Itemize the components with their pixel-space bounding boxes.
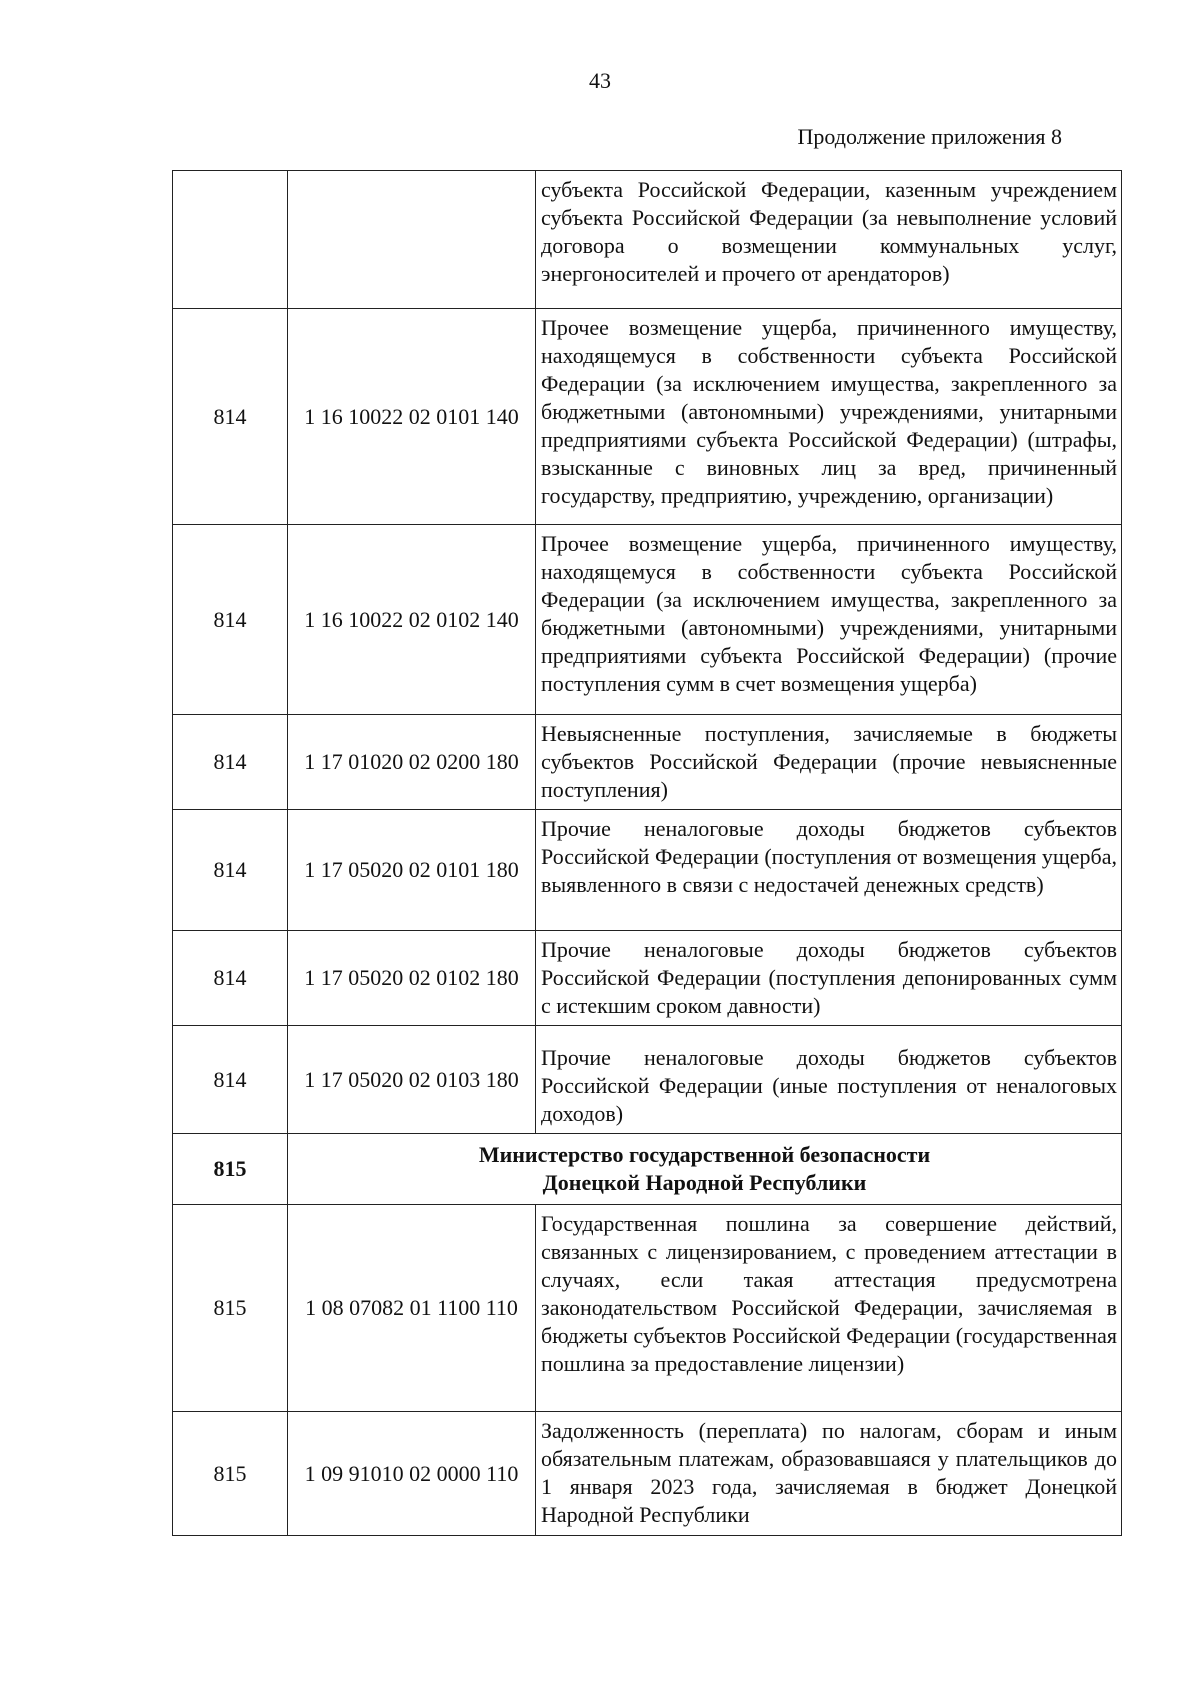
budget-code-cell — [288, 171, 536, 309]
dept-code-cell: 814 — [173, 931, 288, 1026]
description-cell: Прочее возмещение ущерба, причиненного имуществу, находящемуся в собственности субъекта Российской Федерации (за исключением имущества, закрепленного за бюджетными (автономными) учреждениями, унитарными предприятиями субъекта Российской Федерации) (прочие поступления сумм в счет возмещения ущерба) — [536, 525, 1122, 715]
table-row — [173, 525, 1122, 715]
ministry-title-line: Министерство государственной безопасности — [478, 1142, 931, 1167]
description-cell: Прочие неналоговые доходы бюджетов субъектов Российской Федерации (иные поступления от неналоговых доходов) — [536, 1026, 1122, 1134]
budget-code-cell: 1 16 10022 02 0102 140 — [288, 525, 536, 715]
dept-code-cell: 814 — [173, 525, 288, 715]
description-cell: субъекта Российской Федерации, казенным учреждением субъекта Российской Федерации (за невыполнение условий договора о возмещении коммунальных услуг, энергоносителей и прочего от арендаторов) — [536, 171, 1122, 309]
table-row — [173, 309, 1122, 525]
budget-classification-table — [172, 170, 1122, 1536]
dept-code-cell: 814 — [173, 715, 288, 810]
ministry-title-line: Донецкой Народной Республики — [542, 1170, 867, 1195]
dept-code-cell: 815 — [173, 1412, 288, 1536]
ministry-title — [288, 1134, 1122, 1205]
description-cell: Прочие неналоговые доходы бюджетов субъектов Российской Федерации (поступления депонированных сумм с истекшим сроком давности) — [536, 931, 1122, 1026]
ministry-dept-code: 815 — [173, 1134, 288, 1205]
table-row — [173, 931, 1122, 1026]
description-cell: Задолженность (переплата) по налогам, сборам и иным обязательным платежам, образовавшаяся у плательщиков до 1 января 2023 года, зачисляемая в бюджет Донецкой Народной Республики — [536, 1412, 1122, 1536]
page-number: 43 — [589, 68, 611, 93]
annex-title: Продолжение приложения 8 — [797, 124, 1062, 149]
budget-code-cell: 1 17 05020 02 0101 180 — [288, 810, 536, 931]
budget-code-cell: 1 17 05020 02 0103 180 — [288, 1026, 536, 1134]
budget-code-cell: 1 09 91010 02 0000 110 — [288, 1412, 536, 1536]
table-row — [173, 715, 1122, 810]
description-cell: Невыясненные поступления, зачисляемые в бюджеты субъектов Российской Федерации (прочие невыясненные поступления) — [536, 715, 1122, 810]
budget-code-cell: 1 08 07082 01 1100 110 — [288, 1205, 536, 1412]
table-row — [173, 1205, 1122, 1412]
table-row — [173, 1026, 1122, 1134]
table-row — [173, 171, 1122, 309]
table-row — [173, 1412, 1122, 1536]
dept-code-cell: 815 — [173, 1205, 288, 1412]
dept-code-cell: 814 — [173, 810, 288, 931]
description-cell: Государственная пошлина за совершение действий, связанных с лицензированием, с проведением аттестации в случаях, если такая аттестация предусмотрена законодательством Российской Федерации, зачисляемая в бюджеты субъектов Российской Федерации (государственная пошлина за предоставление лицензии) — [536, 1205, 1122, 1412]
budget-code-cell: 1 17 01020 02 0200 180 — [288, 715, 536, 810]
description-cell: Прочее возмещение ущерба, причиненного имуществу, находящемуся в собственности субъекта Российской Федерации (за исключением имущества, закрепленного за бюджетными (автономными) учреждениями, унитарными предприятиями субъекта Российской Федерации) (штрафы, взысканные с виновных лиц за вред, причиненный государству, предприятию, учреждению, организации) — [536, 309, 1122, 525]
budget-code-cell: 1 17 05020 02 0102 180 — [288, 931, 536, 1026]
table-row — [173, 810, 1122, 931]
description-cell: Прочие неналоговые доходы бюджетов субъектов Российской Федерации (поступления от возмещения ущерба, выявленного в связи с недостачей денежных средств) — [536, 810, 1122, 931]
dept-code-cell: 814 — [173, 309, 288, 525]
dept-code-cell — [173, 171, 288, 309]
budget-code-cell: 1 16 10022 02 0101 140 — [288, 309, 536, 525]
ministry-header-row — [173, 1134, 1122, 1205]
dept-code-cell: 814 — [173, 1026, 288, 1134]
